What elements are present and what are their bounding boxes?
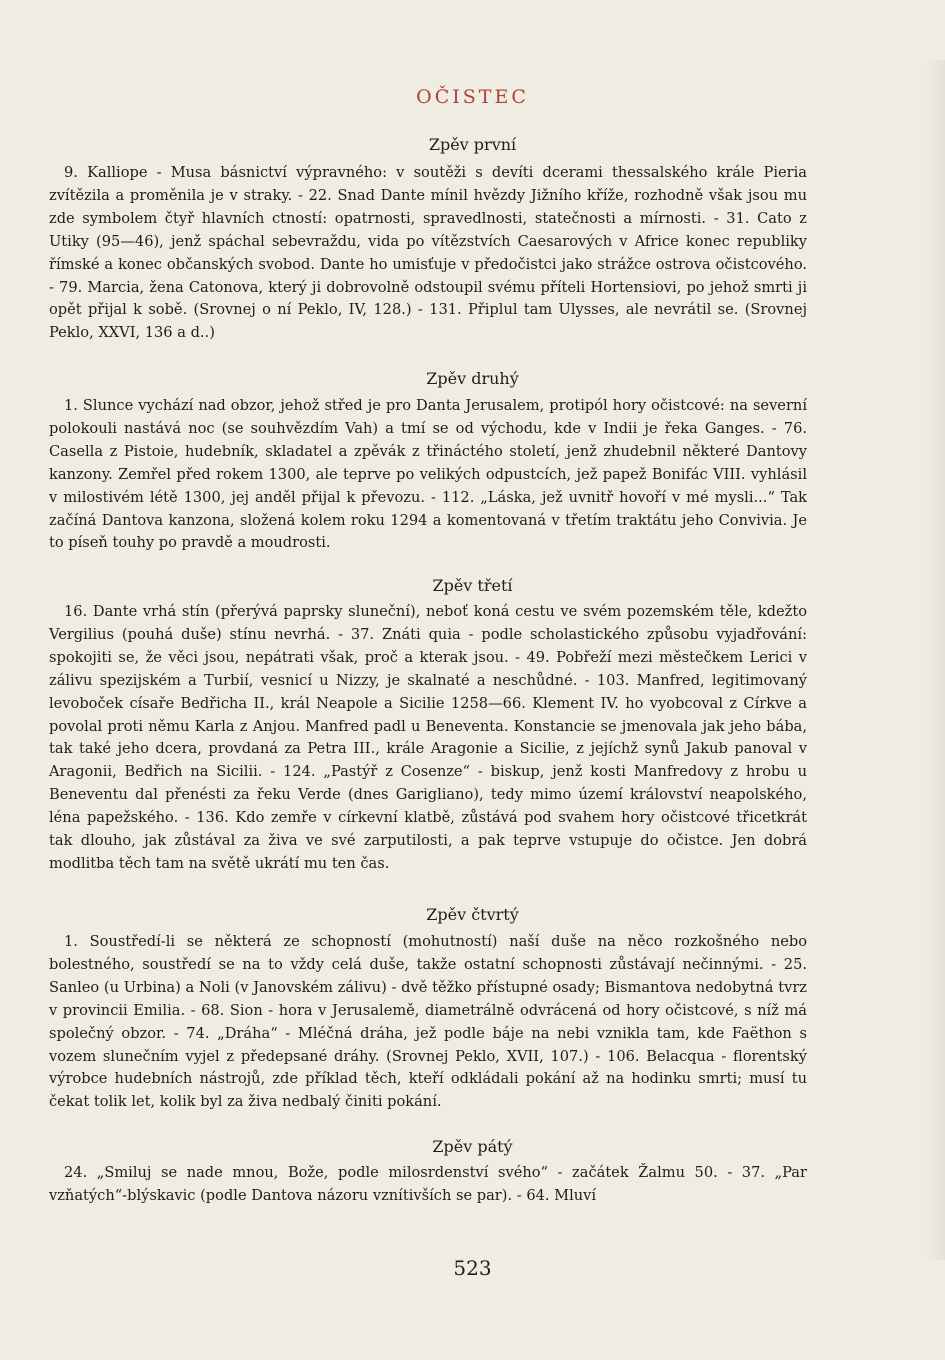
section-text-2: 1. Slunce vychází nad obzor, jehož střed je pro Danta Jerusalem, protipól hory očistcové: na severní polokouli nastává noc (se souhvězdím Vah) a tmí se od východu, kde v Indii je řeka Ganges. - 76. Casella z Pistoie, hudebník, skladatel a zpěvák z třináctého století, jenž zhudebnil některé Dantovy kanzony. Zemřel před rokem 1300, ale teprve po velikých odpustcích, jež papež Bonifác VIII. vyhlásil v milostivém létě 1300, jej anděl přijal k převozu. - 112. „Láska, jež uvnitř hovoří v mé mysli...“ Tak začíná Dantova kanzona, složená kolem roku 1294 a komentovaná v třetím traktátu jeho Convivia. Je to píseň touhy po pravdě a moudrosti. — [49, 397, 807, 552]
section-heading-2: Zpěv druhý — [426, 369, 519, 388]
section-text-1: 9. Kalliope - Musa básnictví výpravného: v soutěži s devíti dcerami thessalského krále Pieria zvítězila a proměnila je v straky. - 22. Snad Dante mínil hvězdy Jižního kříže, rozhodně však jsou mu zde symbolem čtyř hlavních ctností: opatrnosti, spravedlnosti, statečnosti a mírnosti. - 31. Cato z Utiky (95—46), jenž spáchal sebevraždu, vida po vítězstvích Caesarových v Africe konec republiky římské a konec občanských svobod. Dante ho umisťuje v předočistci jako strážce ostrova očistcového. - 79. Marcia, žena Catonova, který ji dobrovolně odstoupil svému příteli Hortensiovi, po jehož smrti ji opět přijal k sobě. (Srovnej o ní Peklo, IV, 128.) - 131. Připlul tam Ulysses, ale nevrátil se. (Srovnej Peklo, XXVI, 136 a d..) — [49, 164, 807, 342]
page-title: OČISTEC — [416, 86, 529, 108]
section-heading-3: Zpěv třetí — [432, 576, 513, 595]
section-heading-1: Zpěv první — [428, 135, 517, 154]
section-text-4: 1. Soustředí-li se některá ze schopností (mohutností) naší duše na něco rozkošného nebo bolestného, soustředí se na to vždy celá duše, takže ostatní schopnosti zůstávají nečinnými. - 25. Sanleo (u Urbina) a Noli (v Janovském zálivu) - dvě těžko přístupné osady; Bismantova nedobytná tvrz v provincii Emilia. - 68. Sion - hora v Jerusalemě, diametrálně odvrácená od hory očistcové, s níž má společný obzor. - 74. „Dráha“ - Mléčná dráha, jež podle báje na nebi vznikla tam, kde Faëthon s vozem slunečním vyjel z předepsané dráhy. (Srovnej Peklo, XVII, 107.) - 106. Belacqua - florentský výrobce hudebních nástrojů, zde příklad těch, kteří odkládali pokání až na hodinku smrti; musí tu čekat tolik let, kolik byl za živa nedbalý činiti pokání. — [49, 933, 807, 1111]
page-number: 523 — [453, 1256, 492, 1280]
section-text-3: 16. Dante vrhá stín (přerývá paprsky sluneční), neboť koná cestu ve svém pozemském těle, kdežto Vergilius (pouhá duše) stínu nevrhá. - 37. Znáti quia - podle scholastického způsobu vyjadřování: spokojiti se, že věci jsou, nepátrati však, proč a kterak jsou. - 49. Pobřeží mezi městečkem Lerici v zálivu spezijském a Turbií, vesnicí u Nizzy, je skalnaté a neschůdné. - 103. Manfred, legitimovaný levoboček císaře Bedřicha II., král Neapole a Sicilie 1258—66. Klement IV. ho vyobcoval z Církve a povolal proti němu Karla z Anjou. Manfred padl u Beneventa. Konstancie se jmenovala jak jeho bába, tak také jeho dcera, provdaná za Petra III., krále Aragonie a Sicilie, z jejíchž synů Jakub panoval v Aragonii, Bedřich na Sicilii. - 124. „Pastýř z Cosenze“ - biskup, jenž kosti Manfredovy z hrobu u Beneventu dal přenésti za řeku Verde (dnes Garigliano), tedy mimo území království neapolského, léna papežského. - 136. Kdo zemře v církevní klatbě, zůstává pod svahem hory očistcové třicetkrát tak dlouho, jak zůstával za živa ve své zarputilosti, a pak teprve vstupuje do očistce. Jen dobrá modlitba těch tam na světě ukrátí mu ten čas. — [49, 603, 807, 872]
section-text-5: 24. „Smiluj se nade mnou, Bože, podle milosrdenství svého“ - začátek Žalmu 50. - 37. „Par vzňatých“-blýskavic (podle Dantova názoru vznítivších se par). - 64. Mluví — [49, 1164, 807, 1204]
page-shadow — [925, 60, 945, 1260]
section-heading-5: Zpěv pátý — [432, 1137, 513, 1156]
section-heading-4: Zpěv čtvrtý — [426, 905, 519, 924]
